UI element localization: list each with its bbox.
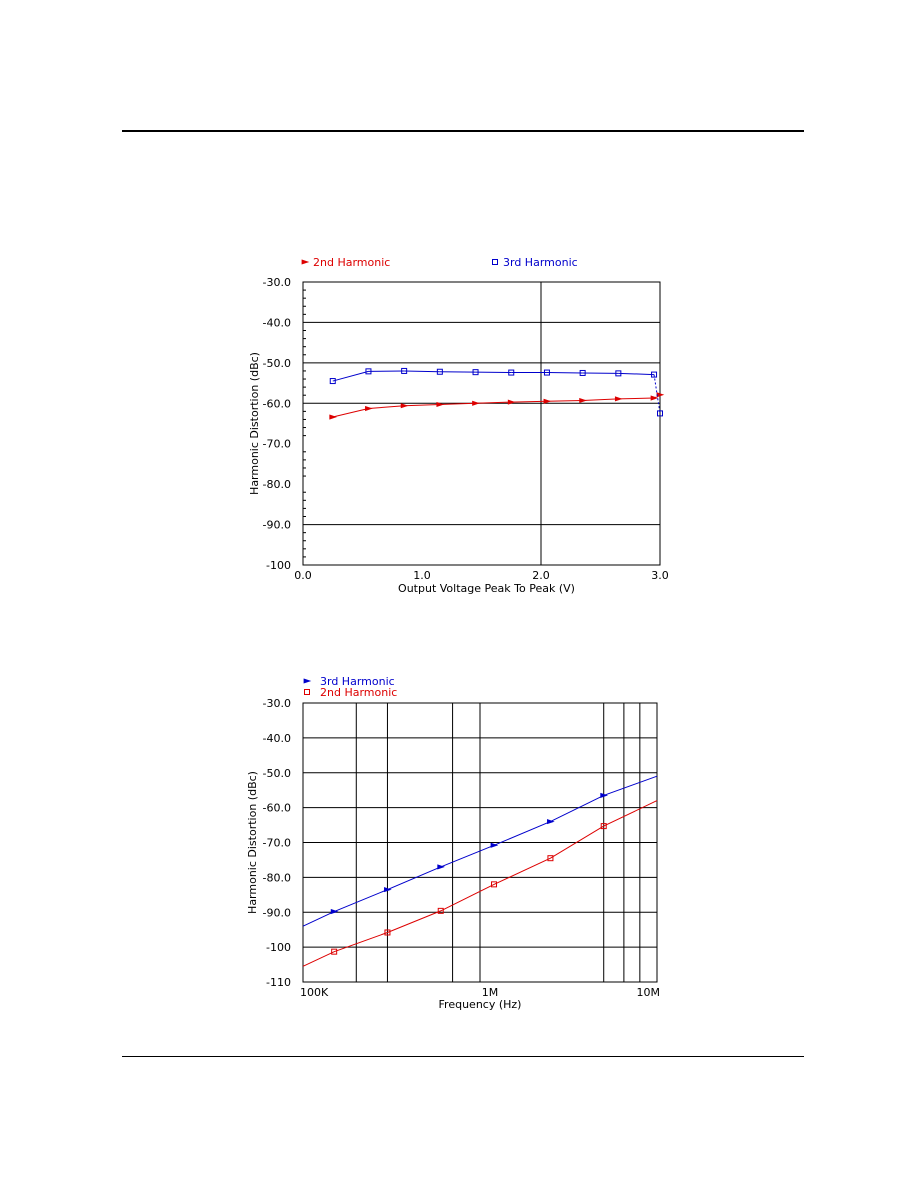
legend-label: 2nd Harmonic: [313, 256, 391, 269]
x-tick-label: 3.0: [651, 569, 669, 582]
legend-marker: [305, 690, 310, 695]
y-tick-label: -40.0: [262, 731, 291, 745]
data-point: [601, 793, 607, 797]
y-tick-label: -50.0: [262, 766, 291, 780]
y-tick-label: -80.0: [262, 871, 291, 885]
y-tick-label: -30.0: [262, 276, 291, 289]
legend-label: 3rd Harmonic: [503, 256, 578, 269]
legend-marker: [304, 679, 310, 683]
y-tick-label: -110: [266, 976, 291, 989]
y-tick-label: -50.0: [262, 356, 291, 370]
y-tick-label: -100: [266, 941, 291, 955]
y-tick-label: -90.0: [262, 906, 291, 920]
page-footer-rule: [122, 1056, 804, 1057]
y-tick-label: -100: [266, 559, 291, 572]
x-axis-label: Frequency (Hz): [438, 998, 522, 1011]
legend-label: 2nd Harmonic: [320, 686, 398, 699]
x-tick-label: 2.0: [532, 569, 550, 582]
data-point: [331, 910, 337, 914]
y-tick-label: -30.0: [262, 697, 291, 710]
y-tick-label: -80.0: [262, 478, 291, 492]
y-axis-label: Harmonic Distortion (dBc): [248, 352, 261, 495]
y-tick-label: -60.0: [262, 397, 291, 411]
y-tick-label: -90.0: [262, 518, 291, 532]
x-tick-label: 10M: [636, 986, 660, 999]
y-tick-label: -60.0: [262, 801, 291, 815]
y-tick-label: -70.0: [262, 437, 291, 451]
legend-label: 3rd Harmonic: [320, 675, 395, 688]
x-tick-label: 1.0: [413, 569, 431, 582]
x-tick-label: 1M: [481, 986, 499, 999]
data-point: [384, 888, 390, 892]
y-axis-label: Harmonic Distortion (dBc): [246, 771, 259, 914]
x-tick-label: 0.0: [294, 569, 312, 582]
y-tick-label: -70.0: [262, 836, 291, 850]
y-tick-label: -40.0: [262, 316, 291, 330]
x-tick-label: 100K: [300, 986, 329, 999]
x-axis-label: Output Voltage Peak To Peak (V): [398, 582, 575, 595]
